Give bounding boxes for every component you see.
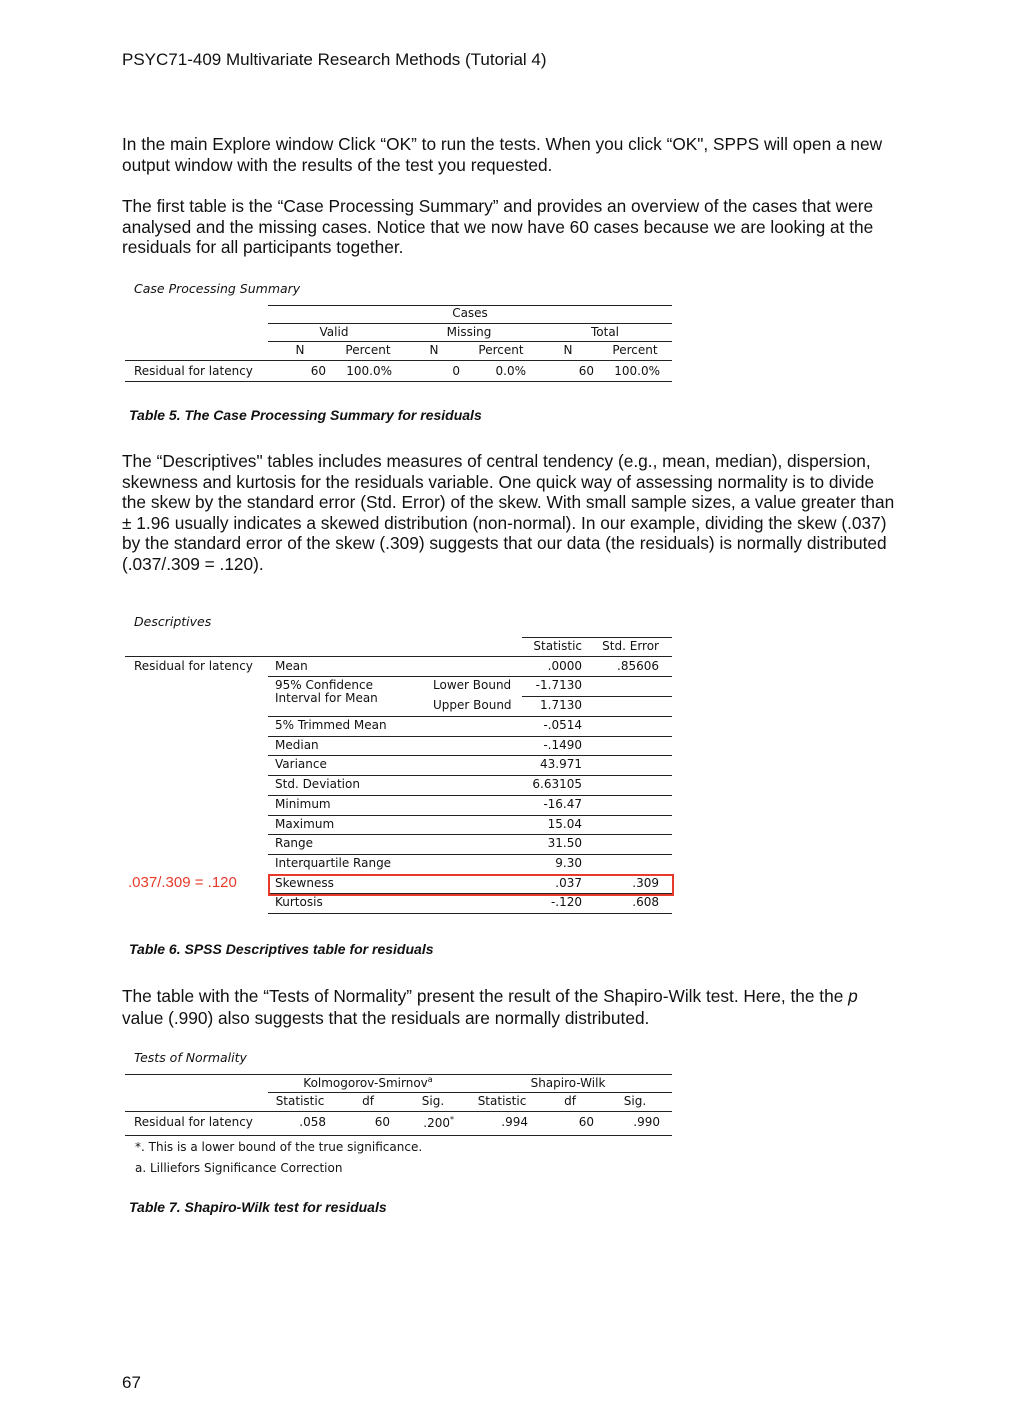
p-symbol: p (848, 986, 858, 1006)
upper-bound-statistic: 1.7130 (540, 698, 582, 712)
paragraph-normality-intro (122, 985, 902, 1029)
descriptive-statistic: -16.47 (543, 796, 582, 811)
mean-stderr: .85606 (617, 659, 659, 673)
col-stderr-header: Std. Error (602, 639, 659, 653)
table-rule (522, 637, 672, 638)
descriptive-label: Range (275, 836, 314, 851)
cell-valid-n: 60 (310, 364, 326, 378)
sub-percent-total: Percent (612, 343, 658, 357)
ks-sig-number: .200 (423, 1116, 450, 1130)
sub-ks-df: df (362, 1094, 374, 1108)
ks-label: Kolmogorov-Smirnov (303, 1076, 428, 1090)
table-rule (125, 1111, 672, 1112)
paragraph-text-after: value (.990) also suggests that the residuals are normally distributed. (122, 1008, 650, 1028)
ks-sig-footnote-mark: * (450, 1115, 454, 1124)
sub-ks-statistic: Statistic (275, 1094, 325, 1108)
descriptive-statistic: -.120 (550, 895, 582, 910)
sub-percent-valid: Percent (345, 343, 391, 357)
paragraph-descriptives-intro: The “Descriptives" tables includes measures of central tendency (e.g., mean, median), dispersion, skewness and kurtosis for the residuals variable. One quick way of assessing normality is to divide the skew by the standard error (Std. Error) of the skew. With small sample sizes, a value greater than ± 1.96 usually indicates a skewed distribution (non-normal). In our example, dividing the skew (.037) by the standard error of the skew (.309) suggests that our data (the residuals) is normally distributed (.037/.309 = .120). (122, 451, 895, 574)
table-rule (268, 1092, 672, 1093)
descriptive-statistic: 15.04 (547, 816, 582, 831)
cell-missing-n: 0 (452, 364, 460, 378)
sub-n-missing: N (429, 343, 439, 357)
descriptive-statistic: .037 (555, 875, 582, 890)
sub-sw-sig: Sig. (623, 1094, 647, 1108)
cell-missing-percent: 0.0% (495, 364, 526, 378)
lower-bound-label: Lower Bound (433, 678, 512, 692)
table5-caption: Table 5. The Case Processing Summary for residuals (129, 407, 482, 423)
descriptive-label: Maximum (275, 816, 335, 831)
group-valid: Valid (319, 325, 349, 339)
table-rule (522, 696, 672, 697)
descriptive-label: Median (275, 737, 319, 752)
skew-ratio-annotation: .037/.309 = .120 (128, 874, 237, 891)
table-rule (268, 815, 672, 816)
page-header: PSYC71-409 Multivariate Research Methods (Tutorial 4) (122, 50, 547, 69)
sub-percent-missing: Percent (478, 343, 524, 357)
mean-statistic: .0000 (547, 659, 582, 673)
upper-bound-label: Upper Bound (433, 698, 512, 712)
table-rule (268, 854, 672, 855)
table-rule (125, 656, 672, 657)
descriptive-stderr: .309 (632, 875, 659, 890)
descriptive-statistic: 31.50 (547, 836, 582, 851)
descriptive-label: Variance (275, 757, 327, 772)
sw-statistic-value: .994 (501, 1115, 528, 1129)
table-rule (268, 323, 672, 324)
group-total: Total (590, 325, 620, 339)
case-summary-title: Case Processing Summary (134, 281, 301, 296)
paragraph-explore-ok: In the main Explore window Click “OK” to run the tests. When you click “OK", SPPS will open a new output window with the results of the test you requested. (122, 134, 883, 175)
table-rule (268, 736, 672, 737)
table-rule (268, 676, 672, 677)
descriptive-statistic: 9.30 (555, 855, 582, 870)
sw-sig-value: .990 (633, 1115, 660, 1129)
table-rule (268, 775, 672, 776)
descriptive-label: Minimum (275, 796, 331, 811)
footnote-lower-bound: *. This is a lower bound of the true significance. (135, 1140, 423, 1154)
table-rule (268, 834, 672, 835)
lower-bound-statistic: -1.7130 (535, 678, 582, 692)
row-label: Residual for latency (134, 1115, 253, 1129)
table-rule (268, 341, 672, 342)
group-missing: Missing (446, 325, 492, 339)
cell-total-n: 60 (578, 364, 594, 378)
normality-title: Tests of Normality (134, 1050, 247, 1065)
descriptives-title: Descriptives (134, 614, 212, 629)
sub-ks-sig: Sig. (421, 1094, 445, 1108)
descriptive-label: 5% Trimmed Mean (275, 718, 387, 732)
ks-df-value: 60 (374, 1115, 390, 1129)
sw-df-value: 60 (578, 1115, 594, 1129)
descriptive-statistic: 6.63105 (532, 777, 582, 792)
row-label: Residual for latency (134, 364, 253, 378)
table-rule (125, 381, 672, 382)
descriptive-label: Interquartile Range (275, 855, 392, 870)
descriptive-label: Skewness (275, 875, 334, 890)
table7-caption: Table 7. Shapiro-Wilk test for residuals (129, 1199, 387, 1215)
ks-sig-value (400, 1115, 454, 1130)
paragraph-case-summary-intro: The first table is the “Case Processing Summary” and provides an overview of the cases that were analysed and the missing cases. Notice that we now have 60 cases because we are looking at the residuals for all participants together. (122, 196, 874, 257)
descriptive-stderr: .608 (632, 895, 659, 910)
table-rule (268, 716, 672, 717)
table6-caption: Table 6. SPSS Descriptives table for residuals (129, 941, 434, 957)
cases-header: Cases (452, 306, 488, 320)
table-rule (268, 913, 672, 914)
table-rule (125, 1135, 672, 1136)
sub-n-total: N (563, 343, 573, 357)
footnote-lilliefors: a. Lilliefors Significance Correction (135, 1161, 343, 1175)
sub-sw-df: df (564, 1094, 576, 1108)
descriptive-statistic: -.1490 (543, 737, 582, 752)
ks-header (268, 1075, 468, 1090)
descriptive-statistic: 43.971 (540, 757, 582, 772)
ks-footnote-mark: a (427, 1075, 433, 1084)
page-number: 67 (122, 1373, 141, 1392)
sub-n-valid: N (295, 343, 305, 357)
sw-header: Shapiro-Wilk (530, 1076, 606, 1090)
sub-sw-statistic: Statistic (477, 1094, 527, 1108)
ks-statistic-value: .058 (299, 1115, 326, 1129)
ci-label-1: 95% Confidence (275, 678, 373, 692)
descriptive-label: Std. Deviation (275, 777, 360, 792)
table-rule (268, 795, 672, 796)
col-statistic-header: Statistic (533, 639, 582, 653)
table-rule (268, 755, 672, 756)
cell-total-percent: 100.0% (614, 364, 660, 378)
cell-valid-percent: 100.0% (346, 364, 392, 378)
descriptive-label: Kurtosis (275, 895, 323, 910)
mean-label: Mean (275, 659, 308, 673)
skewness-highlight (268, 874, 674, 896)
table-rule (125, 360, 672, 361)
descriptive-statistic: -.0514 (543, 718, 582, 732)
row-label: Residual for latency (134, 659, 253, 673)
paragraph-text-before: The table with the “Tests of Normality” present the result of the Shapiro-Wilk test. Here, the the (122, 986, 849, 1006)
ci-label-2: Interval for Mean (275, 691, 378, 705)
